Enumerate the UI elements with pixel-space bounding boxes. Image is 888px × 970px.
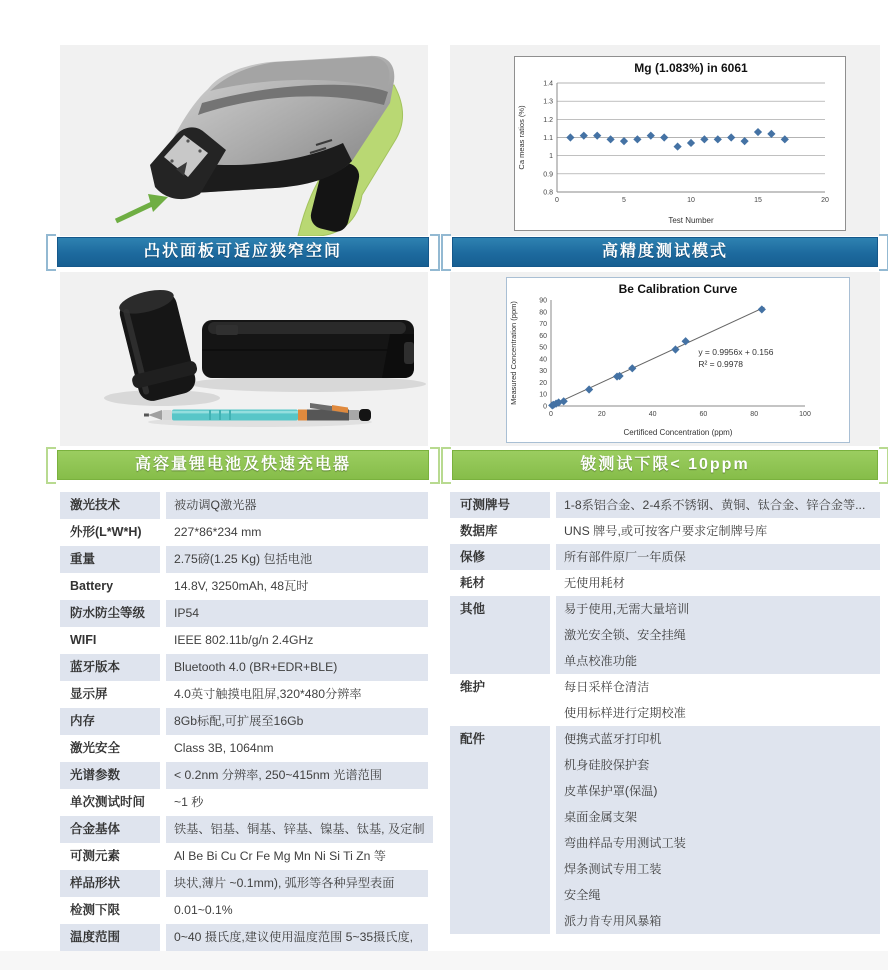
svg-text:5: 5 [622,197,626,204]
spec-value: Al Be Bi Cu Cr Fe Mg Mn Ni Si Ti Zn 等 [174,849,386,863]
calibration-chart-panel [450,272,880,446]
svg-text:0: 0 [543,403,547,411]
svg-text:80: 80 [539,309,547,317]
corner-bracket-icon [879,447,888,484]
svg-text:40: 40 [648,411,657,418]
table-row [60,546,428,573]
svg-text:15: 15 [754,197,762,204]
svg-text:1.3: 1.3 [543,98,553,106]
spec-label: 数据库 [460,524,498,538]
table-row [60,762,428,789]
svg-text:Ca meas ratios (%): Ca meas ratios (%) [517,105,526,170]
spec-label: 重量 [60,546,160,573]
battery-photo-panel [60,272,428,446]
spec-table-left [60,492,428,951]
banner-label: 铍测试下限< 10ppm [580,456,750,473]
svg-text:60: 60 [699,411,708,418]
svg-text:0.8: 0.8 [543,189,553,197]
spec-value: 每日采样仓清洁 使用标样进行定期校准 [564,680,686,720]
precision-chart-panel [450,45,880,236]
svg-text:y = 0.9956x + 0.156: y = 0.9956x + 0.156 [698,347,774,358]
spec-value: 8Gb标配,可扩展至16Gb [166,708,428,735]
spec-value: 无使用耗材 [564,576,625,590]
table-row [60,843,428,870]
svg-text:100: 100 [799,411,811,418]
svg-text:50: 50 [539,344,547,352]
spec-label: 检测下限 [70,903,121,917]
table-row [60,600,428,627]
corner-bracket-icon [430,447,440,484]
table-row [450,596,880,674]
table-row [450,544,880,570]
svg-text:0: 0 [555,197,559,204]
svg-text:R² = 0.9978: R² = 0.9978 [698,359,743,370]
table-row [450,518,880,544]
svg-text:10: 10 [539,391,547,399]
spec-label: 内存 [60,708,160,735]
table-row [60,789,428,816]
table-row [60,708,428,735]
page-footer-strip [0,951,888,970]
spec-value: Class 3B, 1064nm [174,741,274,755]
spec-label: 配件 [450,726,550,934]
spec-value: 所有部件原厂一年质保 [556,544,880,570]
feature-banner-precision [452,237,878,267]
svg-text:0.9: 0.9 [543,171,553,179]
analyzer-photo-panel [60,45,428,236]
battery-pack [202,320,414,378]
spec-value: 2.75磅(1.25 Kg) 包括电池 [166,546,428,573]
svg-text:60: 60 [539,332,547,340]
svg-text:80: 80 [750,411,759,418]
corner-bracket-icon [879,234,888,271]
svg-text:Measured Concentration (ppm): Measured Concentration (ppm) [509,301,518,405]
table-row [450,726,880,934]
spec-value: 227*86*234 mm [174,525,262,539]
svg-text:1.2: 1.2 [543,116,553,124]
spec-label: 激光技术 [60,492,160,519]
spec-label: 耗材 [460,576,486,590]
spec-value: 1-8系铝合金、2-4系不锈钢、黄铜、钛合金、锌合金等... [556,492,880,518]
svg-text:Be Calibration Curve: Be Calibration Curve [618,282,738,296]
table-row [60,924,428,951]
spec-value: 被动调Q激光器 [166,492,428,519]
spec-value: 块状,薄片 ~0.1mm), 弧形等各种异型表面 [166,870,428,897]
table-row [450,492,880,518]
mg-repeatability-chart [515,57,843,228]
svg-text:Certificed Concentration (ppm): Certificed Concentration (ppm) [623,428,733,437]
svg-text:70: 70 [539,321,547,329]
spec-label: 合金基体 [60,816,160,843]
feature-banner-battery [57,450,429,480]
svg-text:1: 1 [549,153,553,161]
table-row [60,627,428,654]
feature-banner-be-limit [452,450,878,480]
spec-label: WIFI [70,633,97,647]
spec-value: 铁基、铝基、铜基、锌基、镍基、钛基, 及定制 [166,816,433,843]
feature-banner-convex-panel [57,237,429,267]
spec-label: 蓝牙版本 [60,654,160,681]
svg-text:90: 90 [539,297,547,305]
svg-text:30: 30 [539,368,547,376]
svg-text:Mg (1.083%) in 6061: Mg (1.083%) in 6061 [634,61,748,75]
spec-value: < 0.2nm 分辨率, 250~415nm 光谱范围 [166,762,428,789]
corner-bracket-icon [46,447,56,484]
spec-value: UNS 牌号,或可按客户要求定制牌号库 [564,524,768,538]
spec-label: 光谱参数 [60,762,160,789]
spec-label: 温度范围 [60,924,160,951]
spec-value: 0~40 摄氏度,建议使用温度范围 5~35摄氏度, [166,924,428,951]
svg-text:10: 10 [687,197,695,204]
spec-label: Battery [70,579,114,593]
table-row [60,735,428,762]
spec-value: IP54 [166,600,428,627]
spec-value: 4.0英寸触摸电阻屏,320*480分辨率 [174,687,362,701]
spec-value: ~1 秒 [174,795,204,809]
table-row [60,816,428,843]
table-row [450,674,880,726]
spec-label: 防水防尘等级 [60,600,160,627]
spec-label: 单次测试时间 [70,795,146,809]
corner-bracket-icon [430,234,440,271]
spec-label: 可测牌号 [450,492,550,518]
svg-text:1.4: 1.4 [543,80,553,88]
spec-label: 样品形状 [60,870,160,897]
table-row [60,519,428,546]
spec-label: 维护 [460,680,486,694]
svg-text:Test Number: Test Number [668,216,714,225]
spec-label: 可测元素 [70,849,121,863]
spec-value: Bluetooth 4.0 (BR+EDR+BLE) [166,654,428,681]
banner-label: 高精度测试模式 [601,243,728,260]
svg-text:1.1: 1.1 [543,135,553,142]
corner-bracket-icon [46,234,56,271]
spec-value: 易于使用,无需大量培训 激光安全锁、安全挂绳 单点校准功能 [556,596,880,674]
spec-label: 外形(L*W*H) [70,525,142,539]
banner-label: 凸状面板可适应狭窄空间 [143,243,342,260]
spec-label: 显示屏 [70,687,108,701]
be-chart-frame [506,277,850,443]
svg-text:20: 20 [539,379,547,387]
spec-table-right [450,492,880,934]
banner-label: 高容量锂电池及快速充电器 [134,456,351,473]
table-row [60,492,428,519]
battery-illustration [60,272,428,446]
spec-label: 其他 [450,596,550,674]
mg-chart-frame [514,56,846,231]
svg-text:20: 20 [821,197,829,204]
be-calibration-chart [507,278,845,440]
spec-value: 0.01~0.1% [174,903,233,917]
svg-text:20: 20 [597,411,606,418]
table-row [60,681,428,708]
svg-text:40: 40 [539,356,547,364]
pen-for-scale [144,403,371,421]
table-row [60,573,428,600]
spec-label: 激光安全 [70,741,121,755]
green-arrow-icon [116,194,168,221]
table-row [60,870,428,897]
battery-cap [112,284,202,405]
analyzer-illustration [60,45,428,236]
spec-label: 保修 [450,544,550,570]
spec-value: IEEE 802.11b/g/n 2.4GHz [174,633,314,647]
table-row [450,570,880,596]
table-row [60,897,428,924]
corner-bracket-icon [441,234,451,271]
svg-text:0: 0 [549,411,553,418]
spec-value: 14.8V, 3250mAh, 48瓦时 [174,579,309,593]
corner-bracket-icon [441,447,451,484]
table-row [60,654,428,681]
spec-value: 便携式蓝牙打印机 机身硅胶保护套 皮革保护罩(保温) 桌面金属支架 弯曲样品专用测试工装 焊条测试专用工装 安全绳 派力肯专用风暴箱 [556,726,880,934]
